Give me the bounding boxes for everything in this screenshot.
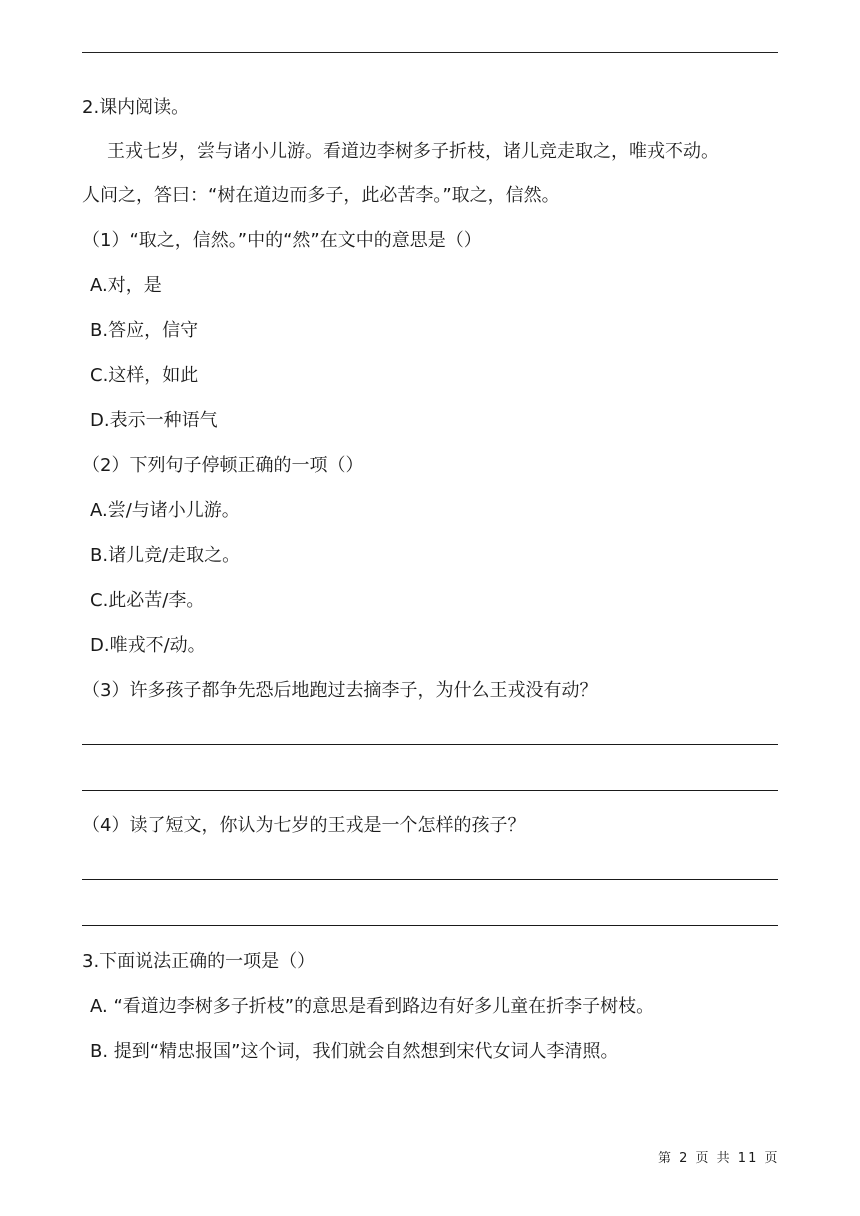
- answer-line[interactable]: [82, 744, 778, 745]
- option-2-b: B.诸儿竞/走取之。: [90, 545, 241, 566]
- sub-question-2: （2）下列句子停顿正确的一项（）: [82, 455, 364, 476]
- page-number: 第 2 页 共 11 页: [658, 1151, 780, 1166]
- sub-question-1: （1）“取之，信然。”中的“然”在文中的意思是（）: [82, 230, 482, 251]
- option-1-b: B.答应，信守: [90, 320, 199, 341]
- answer-line[interactable]: [82, 925, 778, 926]
- option-1-a: A.对，是: [90, 275, 162, 296]
- header-rule: [82, 52, 778, 53]
- option-2-d: D.唯戎不/动。: [90, 635, 206, 656]
- passage-line-1: 王戎七岁，尝与诸小儿游。看道边李树多子折枝，诸儿竞走取之，唯戎不动。: [107, 141, 719, 162]
- sub-question-3: （3）许多孩子都争先恐后地跑过去摘李子，为什么王戎没有动？: [82, 680, 598, 701]
- option-1-d: D.表示一种语气: [90, 410, 218, 431]
- option-2-a: A.尝/与诸小儿游。: [90, 500, 240, 521]
- option-3-b: B. 提到“精忠报国”这个词，我们就会自然想到宋代女词人李清照。: [90, 1041, 619, 1062]
- sub-question-4: （4）读了短文，你认为七岁的王戎是一个怎样的孩子？: [82, 815, 526, 836]
- option-1-c: C.这样，如此: [90, 365, 199, 386]
- option-3-a: A. “看道边李树多子折枝”的意思是看到路边有好多儿童在折李子树枝。: [90, 996, 655, 1017]
- question-3-heading: 3.下面说法正确的一项是（）: [82, 951, 316, 972]
- passage-line-2: 人问之，答曰：“树在道边而多子，此必苦李。”取之，信然。: [82, 185, 560, 206]
- question-2-heading: 2.课内阅读。: [82, 97, 190, 118]
- option-2-c: C.此必苦/李。: [90, 590, 205, 611]
- answer-line[interactable]: [82, 879, 778, 880]
- answer-line[interactable]: [82, 790, 778, 791]
